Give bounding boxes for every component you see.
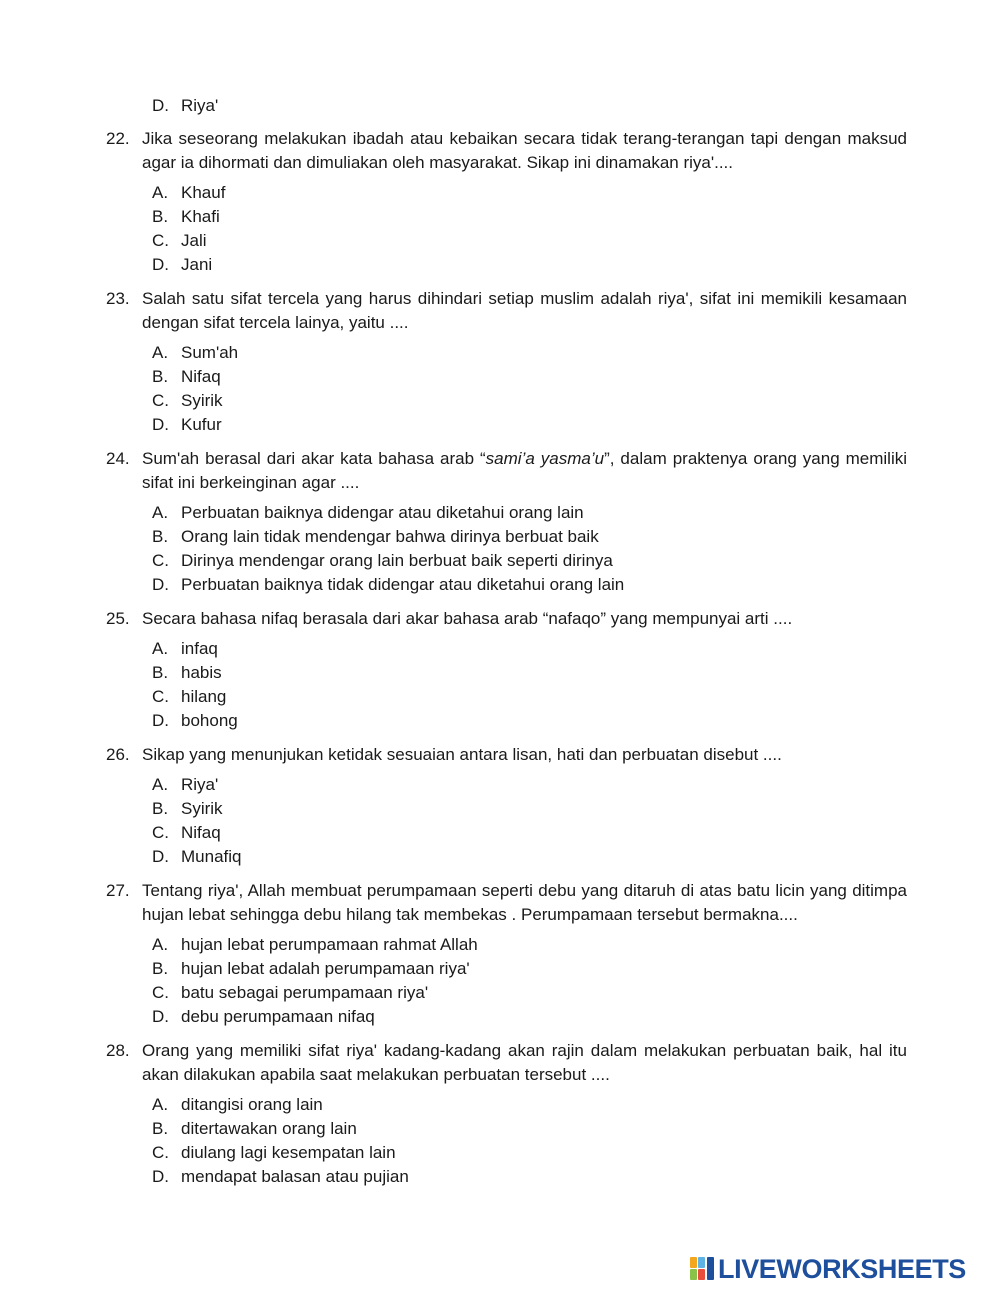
option-letter: C. (152, 391, 169, 410)
option-b[interactable] (152, 1117, 1000, 1141)
option-letter: A. (152, 183, 169, 202)
option-text: hujan lebat perumpamaan rahmat Allah (181, 935, 478, 954)
option-letter: D. (152, 847, 169, 866)
option-c[interactable] (152, 685, 1000, 709)
option-list (152, 1093, 1000, 1189)
option-letter: B. (152, 527, 169, 546)
option-text: mendapat balasan atau pujian (181, 1167, 409, 1186)
question-text: Salah satu sifat tercela yang harus dihindari setiap muslim adalah riya', sifat ini memikili kesamaan dengan sifat tercela lainya, yaitu .... (142, 289, 907, 332)
option-text: Khauf (181, 183, 226, 202)
liveworksheets-logo[interactable] (690, 1253, 966, 1285)
option-text: ditangisi orang lain (181, 1095, 323, 1114)
option-letter: B. (152, 799, 169, 818)
question-25 (0, 607, 1000, 733)
question-text: Orang yang memiliki sifat riya' kadang-kadang akan rajin dalam melakukan perbuatan baik, hal itu akan dilakukan apabila saat melakukan perbuatan tersebut .... (142, 1041, 907, 1084)
option-letter: D. (152, 96, 169, 115)
option-text: habis (181, 663, 222, 682)
option-text: Syirik (181, 391, 223, 410)
option-text: Kufur (181, 415, 222, 434)
option-text: hujan lebat adalah perumpamaan riya' (181, 959, 470, 978)
option-text: Orang lain tidak mendengar bahwa dirinya berbuat baik (181, 527, 599, 546)
option-letter: C. (152, 551, 169, 570)
option-text: diulang lagi kesempatan lain (181, 1143, 396, 1162)
question-26 (0, 743, 1000, 869)
option-b[interactable] (152, 957, 1000, 981)
option-letter: D. (152, 1167, 169, 1186)
option-c[interactable] (152, 389, 1000, 413)
option-text: Munafiq (181, 847, 242, 866)
question-text: Tentang riya', Allah membuat perumpamaan seperti debu yang ditaruh di atas batu licin yang ditimpa hujan lebat sehingga debu hilang tak membekas . Perumpamaan tersebut bermakna.... (142, 881, 907, 924)
question-text-part: Sum'ah berasal dari akar kata bahasa arab “ (142, 449, 486, 468)
option-letter: A. (152, 503, 169, 522)
option-letter: D. (152, 575, 169, 594)
option-list (152, 773, 1000, 869)
option-text: Perbuatan baiknya didengar atau diketahui orang lain (181, 503, 584, 522)
question-21-option-d (152, 94, 218, 118)
option-d[interactable] (152, 709, 1000, 733)
option-a[interactable] (152, 341, 1000, 365)
option-d[interactable] (152, 845, 1000, 869)
question-text-part: ”, dalam praktenya orang yang memiliki sifat ini berkeinginan agar .... (142, 449, 908, 492)
question-number: 23. (106, 289, 130, 308)
option-b[interactable] (152, 205, 1000, 229)
option-letter: B. (152, 1119, 169, 1138)
option-letter: D. (152, 255, 169, 274)
option-letter: B. (152, 367, 169, 386)
option-letter: A. (152, 775, 169, 794)
question-22 (0, 127, 1000, 277)
question-text (142, 447, 907, 495)
option-text: Riya' (181, 775, 219, 794)
option-a[interactable] (152, 1093, 1000, 1117)
question-23 (0, 287, 1000, 437)
option-d[interactable] (152, 1165, 1000, 1189)
option-d[interactable] (152, 1005, 1000, 1029)
option-letter: A. (152, 639, 169, 658)
option-c[interactable] (152, 229, 1000, 253)
option-text: Dirinya mendengar orang lain berbuat baik seperti dirinya (181, 551, 613, 570)
option-list (152, 637, 1000, 733)
option-c[interactable] (152, 981, 1000, 1005)
option-c[interactable] (152, 1141, 1000, 1165)
option-a[interactable] (152, 637, 1000, 661)
option-text: Jali (181, 231, 207, 250)
option-letter: A. (152, 935, 169, 954)
option-letter: C. (152, 983, 169, 1002)
option-letter: C. (152, 687, 169, 706)
option-b[interactable] (152, 661, 1000, 685)
option-text: Syirik (181, 799, 223, 818)
option-text: bohong (181, 711, 238, 730)
option-text: Jani (181, 255, 213, 274)
option-letter: D. (152, 415, 169, 434)
option-a[interactable] (152, 773, 1000, 797)
option-a[interactable] (152, 181, 1000, 205)
option-letter: A. (152, 1095, 169, 1114)
option-list (152, 933, 1000, 1029)
option-letter: C. (152, 231, 169, 250)
option-list (152, 341, 1000, 437)
option-text: debu perumpamaan nifaq (181, 1007, 375, 1026)
question-number: 27. (106, 881, 130, 900)
option-list (152, 501, 1000, 597)
option-letter: D. (152, 711, 169, 730)
question-number: 26. (106, 745, 130, 764)
option-letter: B. (152, 207, 169, 226)
option-d[interactable] (152, 253, 1000, 277)
question-text: Sikap yang menunjukan ketidak sesuaian antara lisan, hati dan perbuatan disebut .... (142, 745, 782, 764)
logo-text: LIVEWORKSHEETS (718, 1253, 966, 1284)
option-text: Khafi (181, 207, 220, 226)
option-d[interactable] (152, 413, 1000, 437)
question-number: 22. (106, 129, 130, 148)
option-list (152, 181, 1000, 277)
option-c[interactable] (152, 549, 1000, 573)
option-letter: C. (152, 823, 169, 842)
option-letter: D. (152, 1007, 169, 1026)
liveworksheets-logo-icon (690, 1256, 716, 1282)
option-text: Nifaq (181, 823, 221, 842)
option-letter: C. (152, 1143, 169, 1162)
option-a[interactable] (152, 501, 1000, 525)
question-24 (0, 447, 1000, 597)
option-text: batu sebagai perumpamaan riya' (181, 983, 429, 1002)
question-number: 28. (106, 1041, 130, 1060)
option-text: Perbuatan baiknya tidak didengar atau diketahui orang lain (181, 575, 625, 594)
option-b[interactable] (152, 525, 1000, 549)
question-28 (0, 1039, 1000, 1189)
question-number: 24. (106, 449, 130, 468)
option-text: ditertawakan orang lain (181, 1119, 357, 1138)
option-c[interactable] (152, 821, 1000, 845)
option-letter: A. (152, 343, 169, 362)
arabic-term: sami’a yasma’u (485, 449, 605, 468)
question-number: 25. (106, 609, 130, 628)
question-text: Jika seseorang melakukan ibadah atau kebaikan secara tidak terang-terangan tapi dengan maksud agar ia dihormati dan dimuliakan oleh masyarakat. Sikap ini dinamakan riya'.... (142, 129, 907, 172)
question-text: Secara bahasa nifaq berasala dari akar bahasa arab “nafaqo” yang mempunyai arti .... (142, 609, 793, 628)
option-text: Nifaq (181, 367, 221, 386)
option-b[interactable] (152, 365, 1000, 389)
option-letter: B. (152, 959, 169, 978)
option-text: Sum'ah (181, 343, 239, 362)
option-letter: B. (152, 663, 169, 682)
option-text: infaq (181, 639, 218, 658)
option-a[interactable] (152, 933, 1000, 957)
option-text: Riya' (181, 96, 219, 115)
option-text: hilang (181, 687, 227, 706)
option-d[interactable] (152, 573, 1000, 597)
option-b[interactable] (152, 797, 1000, 821)
question-27 (0, 879, 1000, 1029)
